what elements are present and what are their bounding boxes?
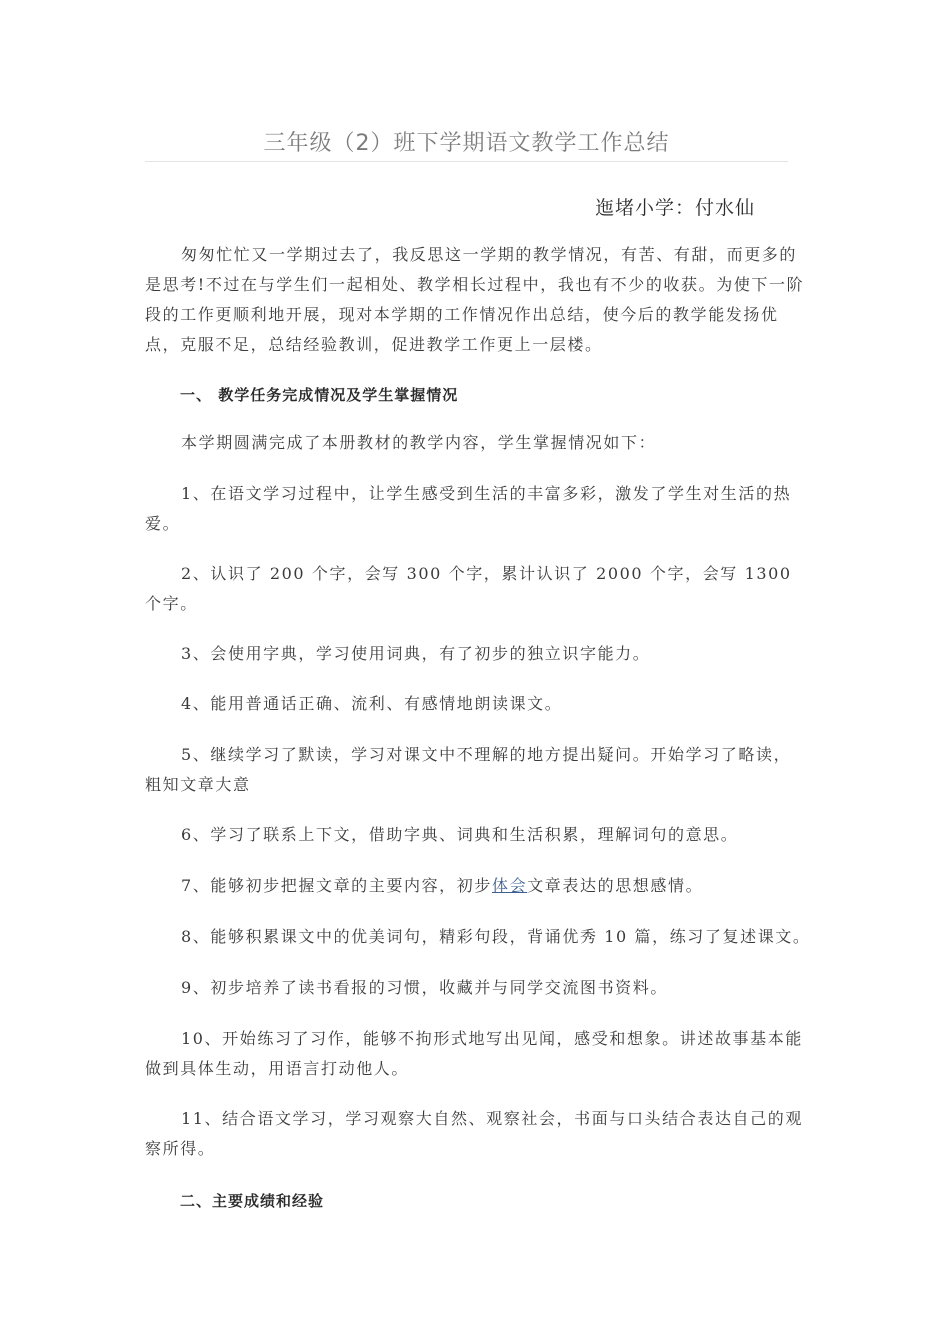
list-item <box>145 871 805 901</box>
list-item-text: 4、能用普通话正确、流利、有感情地朗读课文。 <box>181 694 563 713</box>
list-item <box>145 479 805 539</box>
list-item <box>145 922 815 952</box>
list-item-text: 文章表达的思想感情。 <box>527 876 704 895</box>
list-item-text: 7、能够初步把握文章的主要内容，初步 <box>181 876 492 895</box>
list-item-text: 6、学习了联系上下文，借助字典、词典和生活积累，理解词句的意思。 <box>181 825 739 844</box>
list-item-text: 9、初步培养了读书看报的习惯，收藏并与同学交流图书资料。 <box>181 978 668 997</box>
list-item <box>145 689 805 719</box>
list-item <box>145 1024 805 1084</box>
list-item-text: 11、结合语文学习，学习观察大自然、观察社会，书面与口头结合表达自己的观察所得。 <box>145 1109 803 1158</box>
section-heading-1: 一、 教学任务完成情况及学生掌握情况 <box>180 386 459 404</box>
section1-lead-text: 本学期圆满完成了本册教材的教学内容，学生掌握情况如下： <box>181 433 657 452</box>
list-item <box>145 1104 805 1164</box>
list-item-text: 8、能够积累课文中的优美词句，精彩句段，背诵优秀 10 篇，练习了复述课文。 <box>181 927 811 946</box>
section-heading-2: 二、主要成绩和经验 <box>180 1192 325 1210</box>
list-item <box>145 639 805 669</box>
list-item-text: 10、开始练习了习作，能够不拘形式地写出见闻，感受和想象。讲述故事基本能做到具体生动，用语言打动他人。 <box>145 1029 803 1078</box>
list-item-text: 5、继续学习了默读，学习对课文中不理解的地方提出疑问。开始学习了略读，粗知文章大意 <box>145 745 792 794</box>
list-item-text: 1、在语文学习过程中，让学生感受到生活的丰富多彩，激发了学生对生活的热爱。 <box>145 484 792 533</box>
title-divider <box>145 161 788 162</box>
list-item-text: 3、会使用字典，学习使用词典，有了初步的独立识字能力。 <box>181 644 651 663</box>
section1-lead <box>145 428 805 458</box>
list-item <box>145 559 805 619</box>
list-item-text: 2、认识了 200 个字，会写 300 个字，累计认识了 2000 个字，会写 1300 个字。 <box>145 564 792 613</box>
inline-link[interactable]: 体会 <box>491 876 528 895</box>
list-item <box>145 973 805 1003</box>
intro-text: 匆匆忙忙又一学期过去了，我反思这一学期的教学情况，有苦、有甜，而更多的是思考!不过在与学生们一起相处、教学相长过程中，我也有不少的收获。为使下一阶段的工作更顺利地开展，现对本学期的工作情况作出总结，使今后的教学能发扬优点，克服不足，总结经验教训，促进教学工作更上一层楼。 <box>145 245 805 354</box>
intro-paragraph <box>145 240 805 360</box>
list-item <box>145 820 805 850</box>
document-title: 三年级（2）班下学期语文教学工作总结 <box>263 131 670 156</box>
list-item <box>145 740 805 800</box>
author-line: 迤堵小学：付水仙 <box>595 197 756 219</box>
